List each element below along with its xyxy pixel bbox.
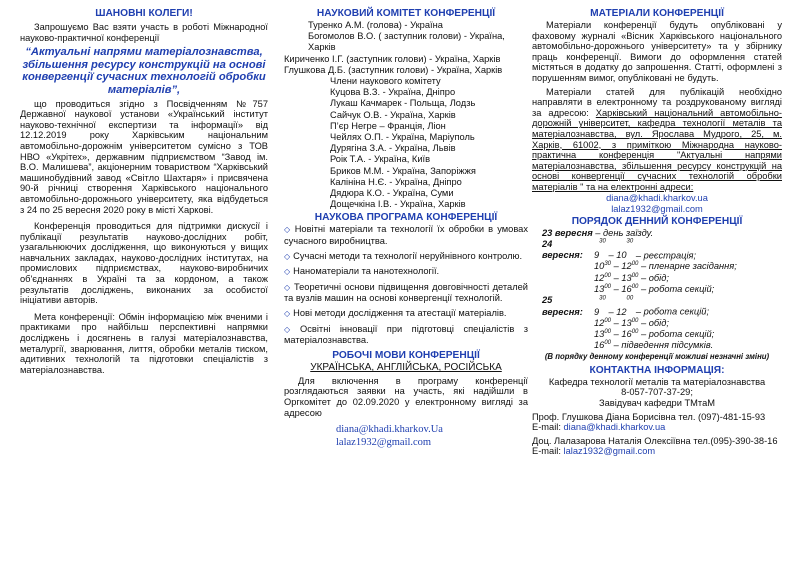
program-list <box>284 224 528 345</box>
schedule-time: $13^{00} - 16^{00}$ <box>594 283 639 294</box>
committee-member: Чейлях О.П. - Україна, Маріуполь <box>330 132 475 143</box>
schedule-row: $16^{00}$ – підведення підсумків. <box>594 340 714 351</box>
committee-members <box>284 76 528 210</box>
email-link[interactable]: diana@khadi.kharkov.Ua <box>336 424 443 436</box>
invitation-intro: Запрошуємо Вас взяти участь в роботі Міжнародної науково-практичної конференції <box>20 22 268 43</box>
contacts-department: Кафедра технології металів та матеріалознавства <box>548 376 766 387</box>
conference-description: що проводиться згідно з Посвідченням №757 Державної наукової установи «Український інститут науково-технічної експертизи та інформації» від 12.12.2019 року Харківським національним автомобільно-дорожнім університетом сумісно з ТОВ НВО «Укрітех», державним підприємством “Завод ім. В.О. Малишева”, акціонерним товариством “Харківський машинобудівний завод «Світло Шахтаря» і присвячена 90-й річниці створення Харківського національного автомобільно-дорожнього університету, яка відбудеться з 24 по 25 вересня 2020 року в місті Харкові. <box>20 98 268 215</box>
application-info: Для включення в програму конференції розглядаються заявки на участь, які надійшли в Оргкомітет до 02.09.2020 у електронному вигляді за адресою <box>284 375 528 418</box>
schedule-row: $13^{00} - 16^{00}$ – робота секцій; <box>594 283 715 294</box>
committee-member: Калініна Н.Є. - Україна, Дніпро <box>330 176 462 187</box>
contacts-phone: 8-057-707-37-29; <box>621 387 693 398</box>
contacts-heading: КОНТАКТНА ІНФОРМАЦІЯ: <box>589 364 725 376</box>
conference-goal: Мета конференції: Обмін інформацією між вченими і практиками про найбільш перспективні напрямки досліджень і досягнень в галузі матеріалознавства, металургії, зварювання, лиття, обробки металів тиском, адитивних технологій та підготовки спеціалістів з матеріалознавства. <box>20 311 268 375</box>
committee-member: Дощечкіна І.В. - Україна, Харків <box>330 199 466 210</box>
committee-heading: НАУКОВИЙ КОМІТЕТ КОНФЕРЕНЦІЇ <box>316 8 496 19</box>
column-invitation <box>20 8 268 375</box>
contact-person: Доц. Лалазарова Наталія Олексіївна тел.(095)-390-38-16 <box>532 435 778 446</box>
column-materials <box>532 8 782 457</box>
schedule-time: $9^{30} - 12^{00}$ <box>594 295 634 317</box>
committee-member: Сайчук О.В. - Україна, Харків <box>330 109 456 120</box>
committee-member: Роік Т.А. - Україна, Київ <box>330 154 431 165</box>
column-committee <box>284 8 528 449</box>
schedule-time: $12^{00} - 13^{00}$ <box>594 317 639 328</box>
contact-email: E-mail: lalaz1932@gmail.com <box>532 446 656 457</box>
materials-heading: МАТЕРІАЛИ КОНФЕРЕНЦІЇ <box>590 8 724 19</box>
schedule-row: 25 вересня: $9^{30} - 12^{00}$ – робота секцій; <box>542 295 710 317</box>
email-link[interactable]: diana@khadi.kharkov.ua <box>606 192 708 203</box>
materials-publication: Матеріали конференції будуть опубліковані у фаховому журналі «Вісник Харківського національного автомобільно-дорожнього університету» та у збірнику праць конференції. Вимоги до оформлення статей містяться в додатку до запрошення. Статті, оформлені з порушенням вимог, опубліковані не будуть. <box>532 20 782 83</box>
committee-lead-item: Туренко А.М. (голова) - Україна <box>308 20 443 30</box>
committee-lead-list <box>284 20 528 76</box>
committee-lead-item: Глушкова Д.Б. (заступник голови) - Україна, Харків <box>284 64 503 75</box>
schedule-list <box>532 228 782 352</box>
email-link[interactable]: lalaz1932@gmail.com <box>611 203 703 214</box>
members-label: Члени наукового комітету <box>330 76 441 87</box>
schedule-row: 24 вересня: $9^{30} - 10^{30}$ – реєстрація; <box>542 238 697 261</box>
languages-list: УКРАЇНСЬКА, АНГЛІЙСЬКА, РОСІЙСЬКА <box>310 361 502 373</box>
email-link[interactable]: diana@khadi.kharkov.ua <box>563 422 666 433</box>
committee-lead-item: Кириченко І.Г. (заступник голови) - Україна, Харків <box>284 53 501 64</box>
program-item: ◇ Новітні матеріали та технології їх обробки в умовах сучасного виробництва. <box>284 224 529 247</box>
committee-member: Куцова В.З. - Україна, Дніпро <box>330 87 456 98</box>
committee-member: П’єр Негре – Франція, Ліон <box>330 120 446 131</box>
diamond-bullet-icon: ◇ <box>284 251 291 261</box>
schedule-row: $13^{00} - 16^{00}$ – робота секцій; <box>594 329 715 340</box>
greeting-heading: ШАНОВНІ КОЛЕГИ! <box>95 8 193 19</box>
committee-member: Лукаш Качмарек - Польща, Лодзь <box>330 98 476 109</box>
email-link[interactable]: lalaz1932@gmail.com <box>563 446 656 457</box>
schedule-time: $9^{30} - 10^{30}$ <box>594 238 634 261</box>
schedule-time: $13^{00} - 16^{00}$ <box>594 329 639 340</box>
schedule-time: $16^{00}$ <box>594 340 612 351</box>
contact-person: Проф. Глушкова Діана Борисівна тел. (097)-481-15-93 <box>532 411 766 422</box>
email-link[interactable]: lalaz1932@gmail.com <box>336 436 432 448</box>
schedule-row: $12^{00} - 13^{00}$ – обід; <box>594 272 669 283</box>
diamond-bullet-icon: ◇ <box>284 282 291 292</box>
diamond-bullet-icon: ◇ <box>284 225 292 235</box>
schedule-note: (В порядку денному конференції можливі незначні зміни) <box>544 351 770 361</box>
committee-lead-item: Богомолов В.О. ( заступник голови) - Україна, Харків <box>308 31 505 53</box>
committee-member: Дядюра К.О. - Україна, Суми <box>330 188 454 199</box>
committee-member: Дурягіна З.А. - Україна, Львів <box>330 143 456 154</box>
diamond-bullet-icon: ◇ <box>284 324 298 334</box>
program-item: ◇ Сучасні методи та технології неруйнівного контролю. <box>284 250 523 261</box>
diamond-bullet-icon: ◇ <box>284 267 291 277</box>
diamond-bullet-icon: ◇ <box>284 309 291 319</box>
schedule-heading: ПОРЯДОК ДЕННИЙ КОНФЕРЕНЦІЇ <box>571 215 743 227</box>
contacts-head: Завідувач кафедри ТМтаМ <box>598 397 715 408</box>
program-item: ◇ Нові методи дослідження та атестації матеріалів. <box>284 308 507 319</box>
program-item: ◇ Наноматеріали та нанотехнології. <box>284 266 440 277</box>
schedule-row: $12^{00} - 13^{00}$ – обід; <box>594 317 669 328</box>
materials-submission: Матеріали статей для публікацій необхідно направляти в електронному та роздрукованому вигляді за адресою: Харківський національний автомобільно-дорожній університет, кафедра технології металів та матеріалознавства, вул. Ярослава Мудрого, 25, м. Харків, 61002, з приміткою Міжнародна науково-практична конференція "Актуальні напрями матеріалознавства, збільшення ресурсу конструкцій на основі конвергенції сучасних технологій обробки матеріалів " та на електронні адреси: <box>532 86 783 192</box>
contact-email: E-mail: diana@khadi.kharkov.ua <box>532 422 666 433</box>
schedule-row: $10^{30} - 12^{00}$ – пленарне засідання; <box>594 261 737 272</box>
languages-heading: РОБОЧІ МОВИ КОНФЕРЕНЦІЇ <box>332 349 480 361</box>
committee-member: Бриков М.М. - Україна, Запоріжжя <box>330 165 476 176</box>
schedule-row: 23 вересня – день заїзду. <box>542 227 654 238</box>
conference-purpose: Конференція проводиться для підтримки дискусії і публікації результатів науково-дослідних робіт, узагальнюючих дослідження, що виконуються у вищих навчальних закладах, науково-дослідних інститутах, на промислових підприємствах, науково-виробничих об'єднаннях в Україні та за кордоном, а також результатів досліджень, виконаних за особистої ініціативи авторів. <box>20 221 268 306</box>
schedule-time: $12^{00} - 13^{00}$ <box>594 272 639 283</box>
program-item: ◇ Теоретичні основи підвищення довговічності деталей та вузлів машин на основі конвергенції технологій. <box>284 281 528 304</box>
program-heading: НАУКОВА ПРОГРАМА КОНФЕРЕНЦІЇ <box>314 212 498 224</box>
schedule-time: $10^{30} - 12^{00}$ <box>594 261 639 272</box>
conference-title: “Актуальні напрями матеріалознавства, збільшення ресурсу конструкцій на основі конвергенції сучасних технологій обробки матеріалів”, <box>22 46 266 96</box>
postal-address: Харківський національний автомобільно-дорожній університет, кафедра технології металів та матеріалознавства, вул. Ярослава Мудрого, 25, м. Харків, 61002, з приміткою Міжнародна науково-практична конференція "Актуальні напрями матеріалознавства, збільшення ресурсу конструкцій на основі конвергенції сучасних технологій обробки матеріалів " та на електронні адреси: <box>532 107 783 192</box>
program-item: ◇ Освітні інновації при підготовці спеціалістів з матеріалознавства. <box>284 323 529 346</box>
